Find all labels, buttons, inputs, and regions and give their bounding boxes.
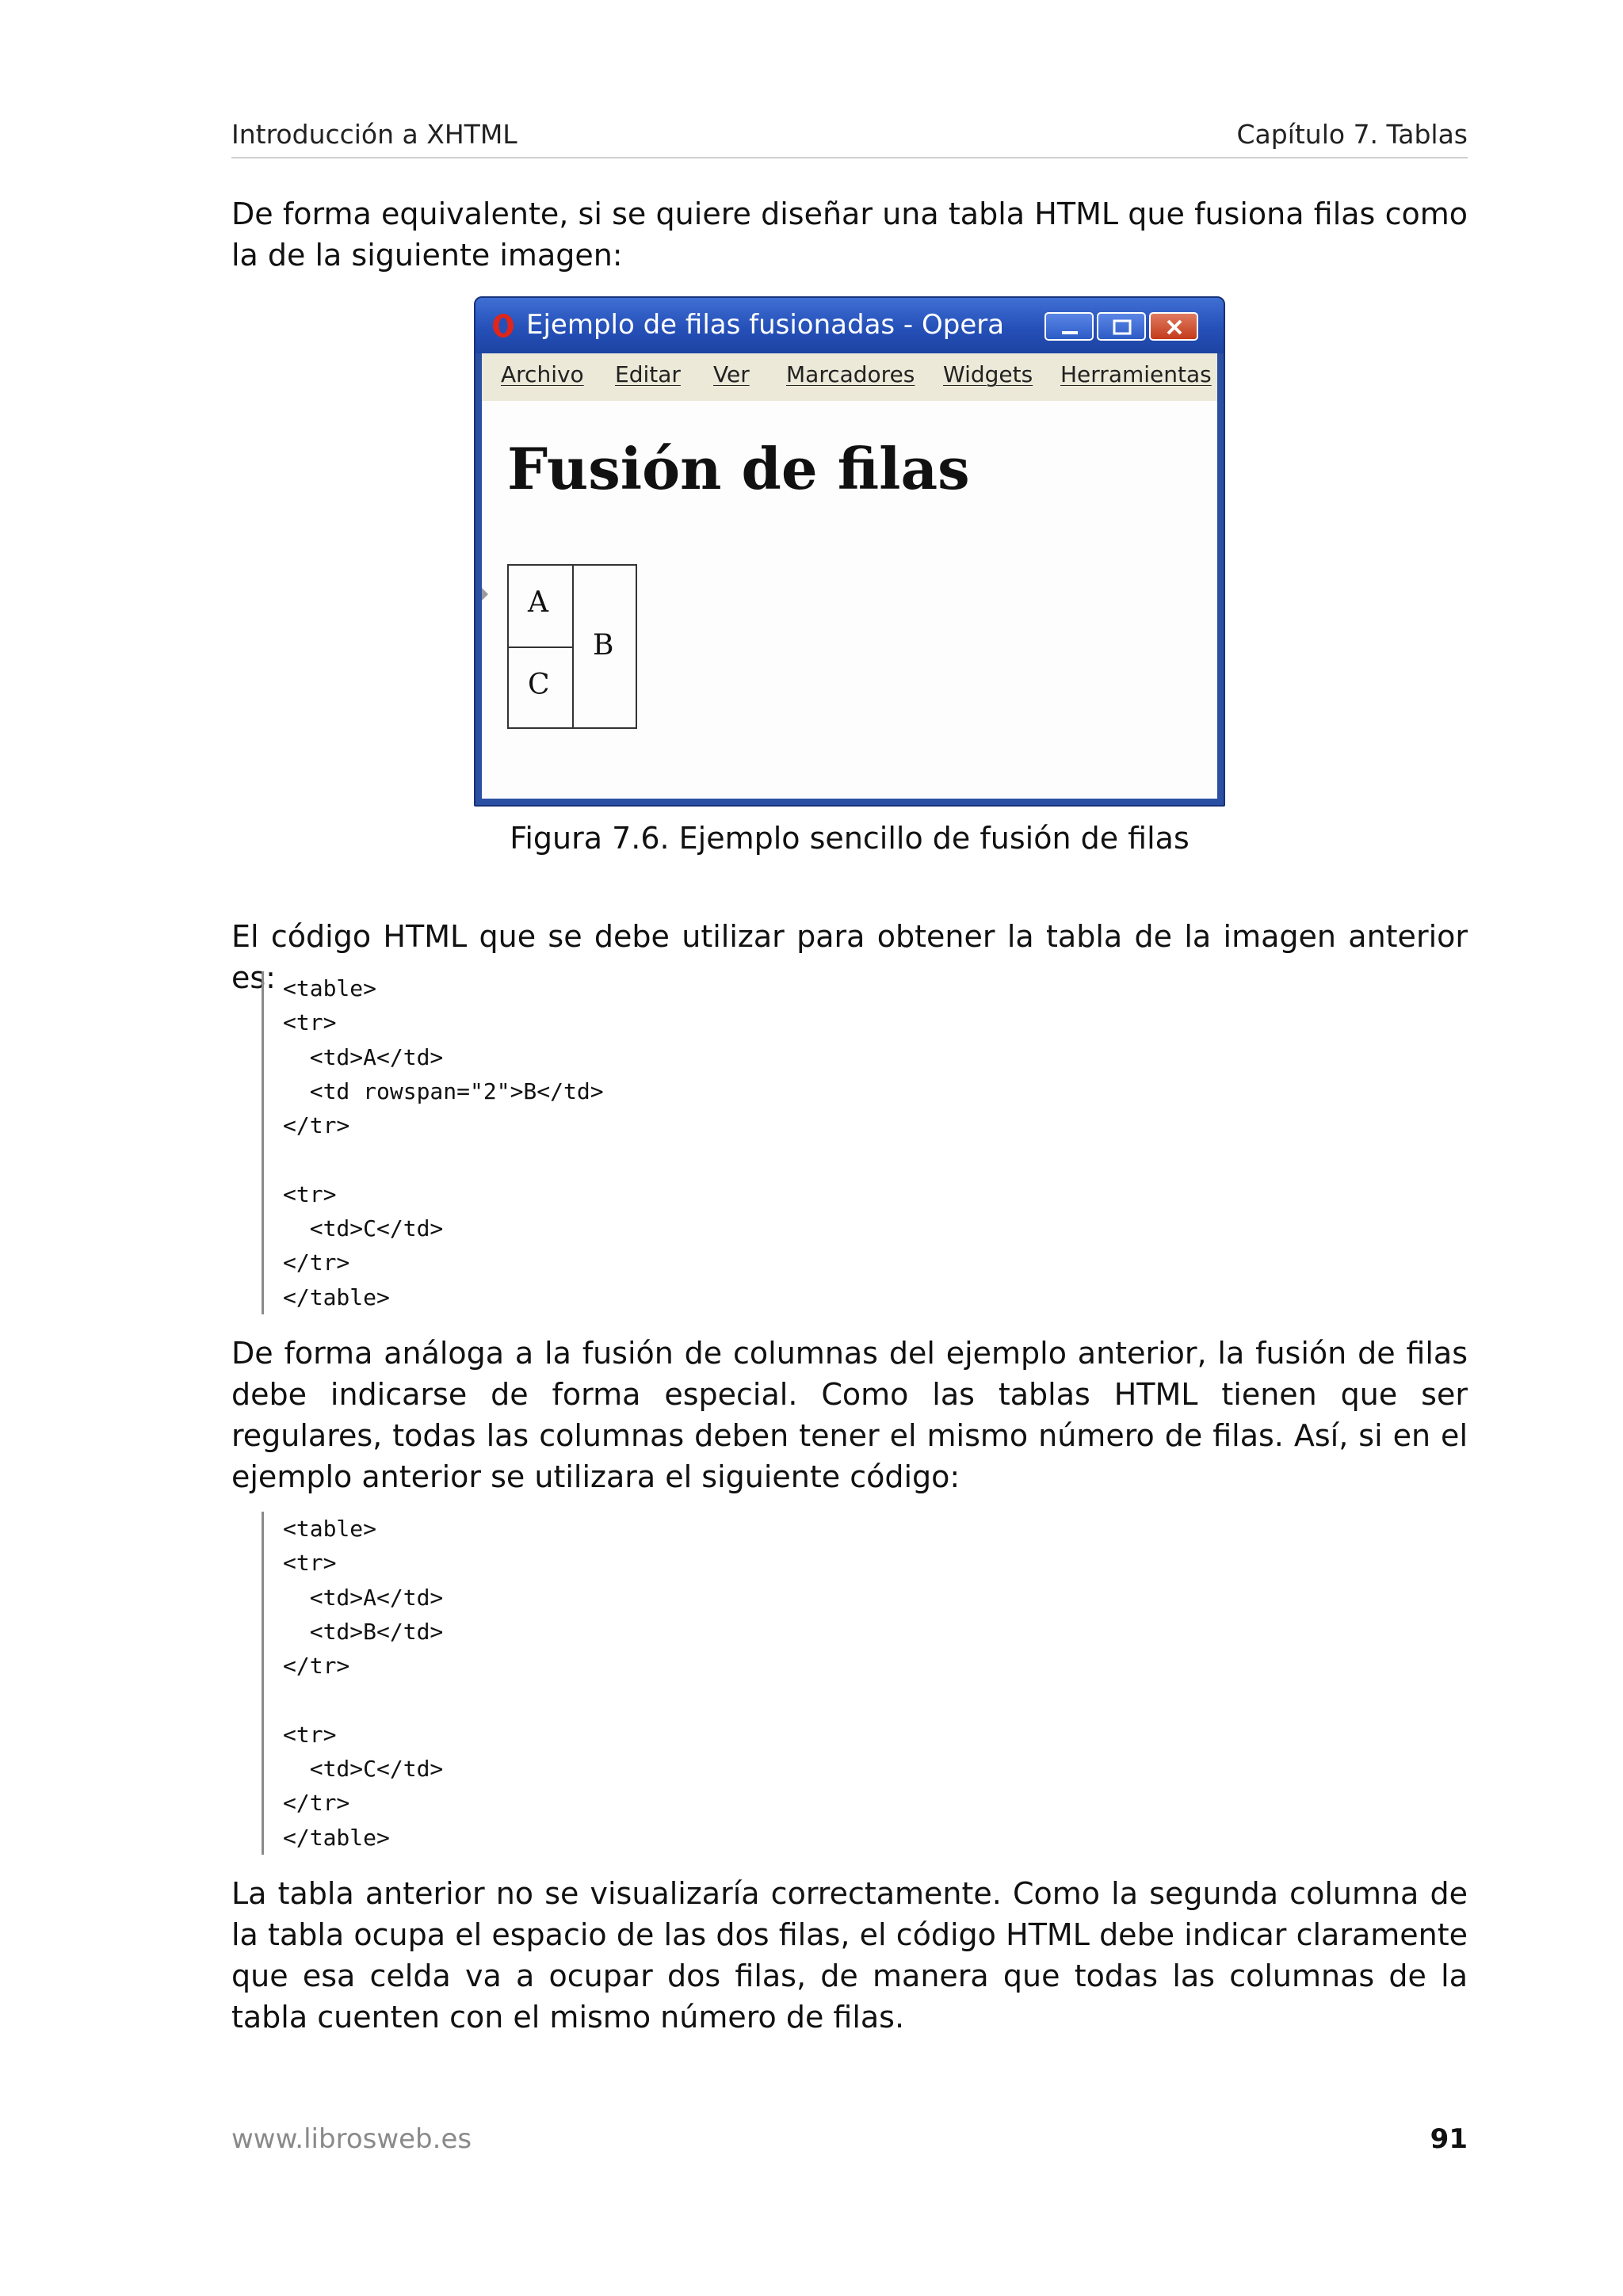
running-header xyxy=(231,117,1468,158)
code-block-incorrect xyxy=(262,1512,838,1855)
footer-website-link[interactable]: www.librosweb.es xyxy=(231,2123,472,2155)
code-block-rowspan xyxy=(262,971,838,1314)
menu-editar[interactable]: Editar xyxy=(615,361,681,387)
demo-merged-rows-table xyxy=(507,564,637,729)
paragraph-code-intro: El código HTML que se debe utilizar para obtener la tabla de la imagen anterior es: xyxy=(231,919,1468,995)
maximize-button[interactable] xyxy=(1097,312,1146,341)
window-titlebar xyxy=(475,298,1224,353)
code-line: <td rowspan="2">B</td> xyxy=(283,1077,604,1104)
paragraph-intro: De forma equivalente, si se quiere diseñar una tabla HTML que fusiona filas como la de la siguiente imagen: xyxy=(231,196,1468,273)
minimize-button[interactable] xyxy=(1044,312,1094,341)
code-line: <tr> xyxy=(283,1180,337,1207)
window-title: Ejemplo de filas fusionadas - Opera xyxy=(526,309,1005,341)
table-cell-c: C xyxy=(528,669,550,701)
menu-marcadores[interactable]: Marcadores xyxy=(786,361,915,387)
code-line xyxy=(283,1683,838,1717)
close-icon xyxy=(1151,314,1200,342)
opera-window-figure xyxy=(474,296,1225,807)
code-line: <td>A</td> xyxy=(283,1584,444,1611)
figure-caption: Figura 7.6. Ejemplo sencillo de fusión de filas xyxy=(510,821,1190,856)
code-line: </table> xyxy=(283,1824,390,1851)
code-line: </table> xyxy=(283,1283,390,1310)
demo-page-heading: Fusión de filas xyxy=(507,435,970,502)
code-line: <td>C</td> xyxy=(283,1756,444,1783)
header-chapter-title: Capítulo 7. Tablas xyxy=(1236,119,1468,150)
code-line: </tr> xyxy=(283,1790,350,1817)
opera-logo-icon xyxy=(491,312,515,339)
page-number: 91 xyxy=(1430,2123,1468,2155)
code-line: <td>C</td> xyxy=(283,1215,444,1242)
browser-viewport xyxy=(482,401,1217,799)
menu-archivo[interactable]: Archivo xyxy=(501,361,584,387)
menu-bar xyxy=(482,353,1217,401)
paragraph-analogous: De forma análoga a la fusión de columnas del ejemplo anterior, la fusión de filas debe indicarse de forma especial. Como las tablas HTML tienen que ser regulares, todas las columnas deben tener el mismo número de filas. Así, si en el ejemplo anterior se utilizara el siguiente código: xyxy=(231,1336,1468,1494)
header-book-title: Introducción a XHTML xyxy=(231,119,517,150)
code-line xyxy=(283,1142,838,1177)
close-button[interactable] xyxy=(1149,312,1198,341)
table-cell-a: A xyxy=(528,586,548,619)
menu-ver[interactable]: Ver xyxy=(713,361,750,387)
paragraph-conclusion: La tabla anterior no se visualizaría correctamente. Como la segunda columna de la tabla ocupa el espacio de las dos filas, el código HTML debe indicar claramente que esa celda va a ocupar dos filas, de manera que todas las columnas de la tabla cuenten con el mismo número de filas. xyxy=(231,1876,1468,2035)
code-line: <td>B</td> xyxy=(283,1618,444,1645)
code-line: </tr> xyxy=(283,1112,350,1139)
code-line: </tr> xyxy=(283,1653,350,1680)
menu-widgets[interactable]: Widgets xyxy=(943,361,1033,387)
code-line: <tr> xyxy=(283,1721,337,1748)
code-line: <td>A</td> xyxy=(283,1043,444,1070)
menu-herramientas[interactable]: Herramientas xyxy=(1060,361,1212,387)
code-line: <table> xyxy=(283,975,377,1001)
code-line: <tr> xyxy=(283,1009,337,1036)
maximize-icon xyxy=(1098,314,1148,342)
table-cell-b-rowspan: B xyxy=(593,629,614,662)
code-line: </tr> xyxy=(283,1249,350,1276)
code-line: <tr> xyxy=(283,1550,337,1577)
code-line: <table> xyxy=(283,1516,377,1542)
focus-marker-icon xyxy=(482,588,488,601)
minimize-icon xyxy=(1046,314,1095,342)
table-row-divider xyxy=(509,646,573,648)
